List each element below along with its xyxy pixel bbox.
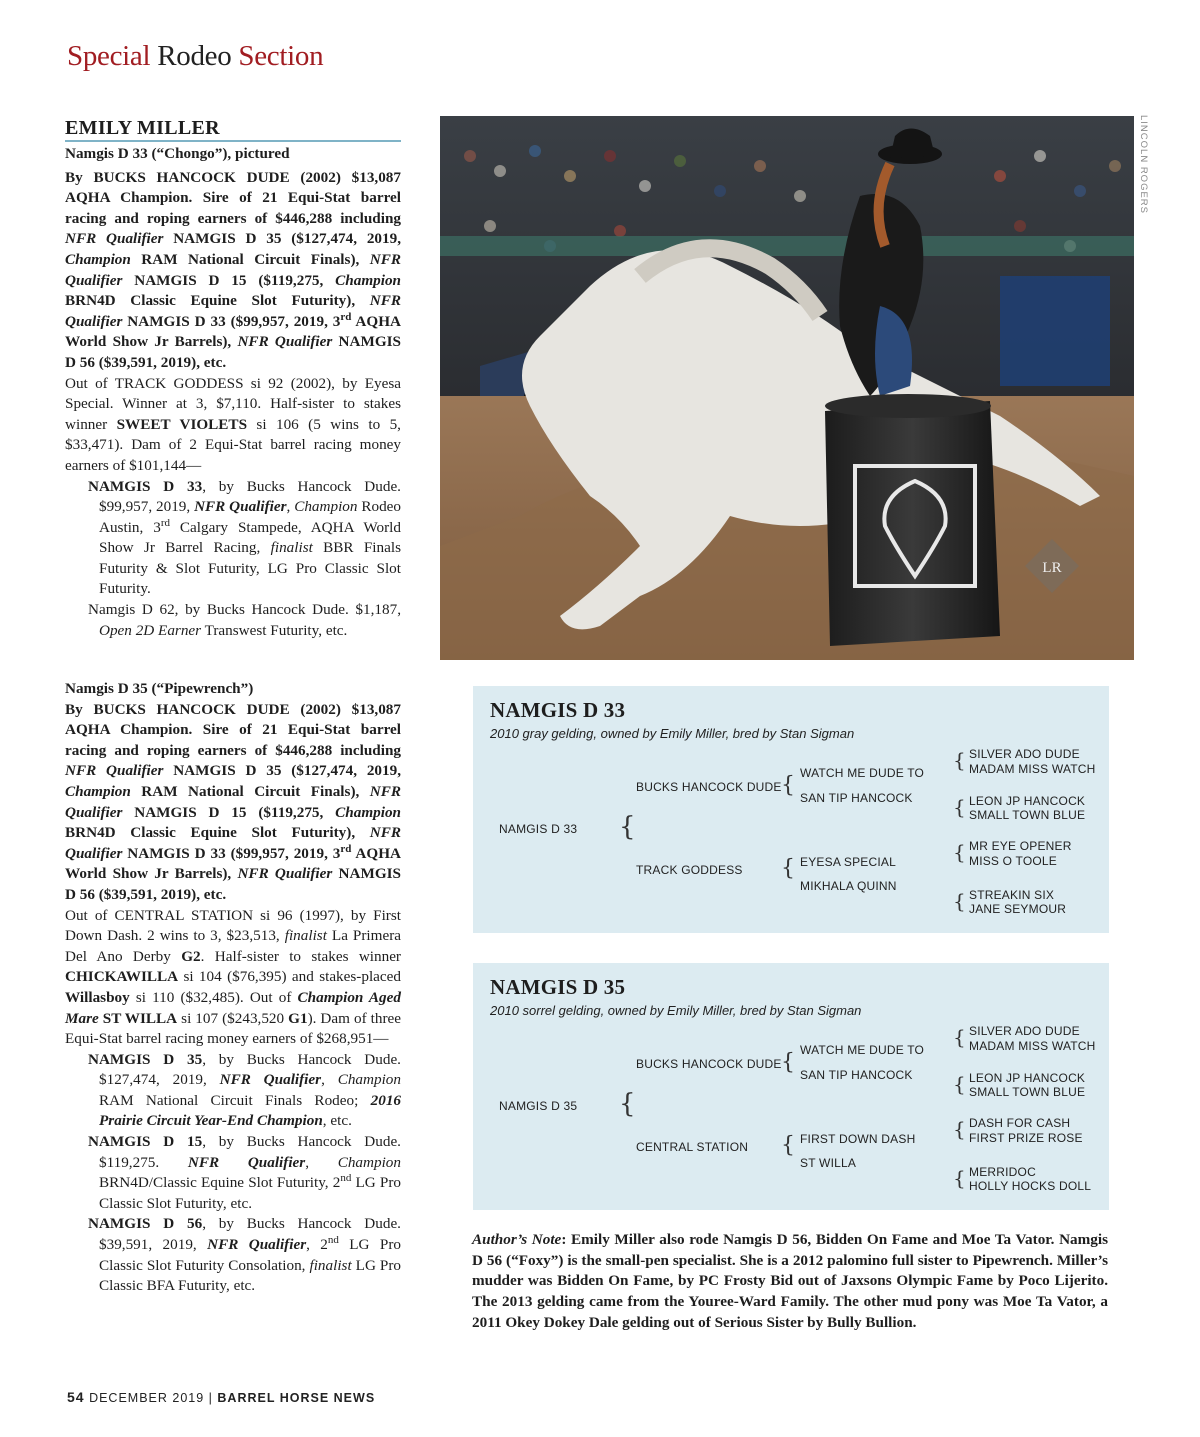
pedigree-gen4: MADAM MISS WATCH (969, 1039, 1096, 1053)
pedigree-gen3: ST WILLA (800, 1156, 857, 1170)
rodeo-photo (440, 116, 1134, 660)
pedigree-chart-namgis-d33 (473, 686, 1109, 933)
brace: { (781, 1050, 795, 1075)
pedigree-gen4: DASH FOR CASH (969, 1116, 1071, 1130)
brace: { (953, 748, 966, 772)
brace: { (953, 1072, 966, 1096)
brace: { (619, 812, 636, 842)
pedigree-horse: NAMGIS D 35 (499, 1099, 578, 1113)
pedigree-sire: BUCKS HANCOCK DUDE (636, 1057, 782, 1071)
entry-namgis-d33 (65, 117, 401, 641)
magazine-name: BARREL HORSE NEWS (217, 1391, 376, 1405)
brace: { (781, 1133, 795, 1158)
entry-horse-heading: Namgis D 33 (“Chongo”), pictured (65, 145, 290, 162)
sire-paragraph: By BUCKS HANCOCK DUDE (2002) $13,087 AQHA Champion. Sire of 21 Equi-Stat barrel racing and roping earners of $446,288 including NFR Qualifier NAMGIS D 35 ($127,474, 2019, Champion RAM National Circuit Finals), NFR Qualifier NAMGIS D 15 ($119,275, Champion BRN4D Classic Equine Slot Futurity), NFR Qualifier NAMGIS D 33 ($99,957, 2019, 3rd AQHA World Show Jr Barrels), NFR Qualifier NAMGIS D 56 ($39,591, 2019), etc. (65, 168, 401, 371)
barrel-racing-illustration (440, 116, 1134, 660)
banner (1000, 276, 1110, 386)
brace: { (619, 1089, 636, 1119)
pedigree-title: NAMGIS D 35 (490, 975, 626, 999)
arena-rail (440, 236, 1134, 256)
pedigree-gen4: MR EYE OPENER (969, 839, 1072, 853)
pedigree-subtitle: 2010 sorrel gelding, owned by Emily Miller, bred by Stan Sigman (490, 1003, 862, 1018)
brace: { (953, 1025, 966, 1049)
page-number: 54 (67, 1389, 85, 1405)
pedigree-dam: TRACK GODDESS (636, 863, 743, 877)
author-note-label: Author’s Note (472, 1231, 562, 1248)
produce-namgis-d33: NAMGIS D 33, by Bucks Hancock Dude. $99,957, 2019, NFR Qualifier, Champion Rodeo Austin, 3rd Calgary Stampede, AQHA World Show Jr Barrel Racing, finalist BBR Finals Futurity & Slot Futurity, LG Pro Classic Slot Futurity. (88, 477, 402, 598)
pedigree-gen4: HOLLY HOCKS DOLL (969, 1179, 1092, 1193)
produce-namgis-d35: NAMGIS D 35, by Bucks Hancock Dude. $127,474, 2019, NFR Qualifier, Champion RAM National Circuit Finals Rodeo; 2016 Prairie Circuit Year-End Champion, etc. (88, 1050, 401, 1130)
sire-paragraph: By BUCKS HANCOCK DUDE (2002) $13,087 AQHA Champion. Sire of 21 Equi-Stat barrel racing and roping earners of $446,288 including NFR Qualifier NAMGIS D 35 ($127,474, 2019, Champion RAM National Circuit Finals), NFR Qualifier NAMGIS D 15 ($119,275, Champion BRN4D Classic Equine Slot Futurity), NFR Qualifier NAMGIS D 33 ($99,957, 2019, 3rd AQHA World Show Jr Barrels), NFR Qualifier NAMGIS D 56 ($39,591, 2019), etc. (65, 700, 401, 903)
pedigree-gen4: LEON JP HANCOCK (969, 794, 1086, 808)
pedigree-gen4: FIRST PRIZE ROSE (969, 1131, 1083, 1145)
pedigree-gen3: SAN TIP HANCOCK (800, 1068, 913, 1082)
brace: { (953, 1166, 966, 1190)
produce-namgis-d62: Namgis D 62, by Bucks Hancock Dude. $1,187, Open 2D Earner Transwest Futurity, etc. (88, 601, 401, 639)
section-header-word-special: Special (67, 40, 151, 72)
pedigree-chart-namgis-d35 (473, 963, 1109, 1210)
entry-horse-heading: Namgis D 35 (“Pipewrench”) (65, 680, 254, 697)
brace: { (781, 773, 795, 798)
pedigree-gen3: EYESA SPECIAL (800, 855, 896, 869)
section-header-word-section: Section (238, 40, 324, 72)
watermark-lr: LR (1042, 560, 1062, 576)
pedigree-gen4: LEON JP HANCOCK (969, 1071, 1086, 1085)
author-name: EMILY MILLER (65, 117, 401, 142)
pedigree-gen3: WATCH ME DUDE TO (800, 766, 925, 780)
pedigree-gen3: SAN TIP HANCOCK (800, 791, 913, 805)
pedigree-gen4: JANE SEYMOUR (969, 902, 1067, 916)
pedigree-gen3: FIRST DOWN DASH (800, 1132, 916, 1146)
brace: { (953, 889, 966, 913)
pedigree-gen3: MIKHALA QUINN (800, 879, 897, 893)
pedigree-title: NAMGIS D 33 (490, 698, 626, 722)
pedigree-gen4: SMALL TOWN BLUE (969, 808, 1086, 822)
pedigree-gen4: MERRIDOC (969, 1165, 1036, 1179)
pedigree-gen4: MADAM MISS WATCH (969, 762, 1096, 776)
section-header (67, 40, 323, 73)
author-note (472, 1230, 1108, 1334)
pedigree-sire: BUCKS HANCOCK DUDE (636, 780, 782, 794)
brace: { (781, 856, 795, 881)
pedigree-subtitle: 2010 gray gelding, owned by Emily Miller, bred by Stan Sigman (490, 726, 855, 741)
produce-namgis-d15: NAMGIS D 15, by Bucks Hancock Dude. $119,275. NFR Qualifier, Champion BRN4D/Classic Equine Slot Futurity, 2nd LG Pro Classic Slot Futurity, etc. (88, 1133, 401, 1212)
pedigree-gen3: WATCH ME DUDE TO (800, 1043, 925, 1057)
author-note-text: : Emily Miller also rode Namgis D 56, Bidden On Fame and Moe Ta Vator. Namgis D 56 (“Foxy”) is the small-pen specialist. She is a 2012 palomino full sister to Pipewrench. Miller’s mudder was Bidden On Fame, by PC Frosty Bid out of Jaxsons Olympic Fame by Poco Lijerito. The 2013 gelding came from the Youree-Ward Family. The other mud pony was Moe Ta Vator, a 2011 Okey Dokey Dale gelding out of Serious Sister by Bully Bullion. (472, 1231, 1108, 1331)
pedigree-horse: NAMGIS D 33 (499, 822, 578, 836)
pedigree-dam: CENTRAL STATION (636, 1140, 749, 1154)
pedigree-gen4: SILVER ADO DUDE (969, 1024, 1080, 1038)
brace: { (953, 1117, 966, 1141)
pedigree-gen4: SILVER ADO DUDE (969, 747, 1080, 761)
entry-namgis-d35 (65, 679, 401, 1297)
section-header-word-rodeo: Rodeo (157, 40, 232, 72)
dam-paragraph: Out of CENTRAL STATION si 96 (1997), by First Down Dash. 2 wins to 3, $23,513, finalist La Primera Del Ano Derby G2. Half-sister to stakes winner CHICKAWILLA si 104 ($76,395) and stakes-placed Willasboy si 110 ($32,485). Out of Champion Aged Mare ST WILLA si 107 ($243,520 G1). Dam of three Equi-Stat barrel racing money earners of $268,951— (65, 906, 401, 1048)
pedigree-gen4: SMALL TOWN BLUE (969, 1085, 1086, 1099)
pedigree-gen4: STREAKIN SIX (969, 888, 1055, 902)
dam-paragraph: Out of TRACK GODDESS si 92 (2002), by Eyesa Special. Winner at 3, $7,110. Half-sister to stakes winner SWEET VIOLETS si 106 (5 wins to 5, $33,471). Dam of 2 Equi-Stat barrel racing money earners of $101,144— (65, 374, 401, 474)
issue-date: DECEMBER 2019 (89, 1391, 205, 1405)
page-footer (67, 1389, 375, 1405)
produce-namgis-d56: NAMGIS D 56, by Bucks Hancock Dude. $39,591, 2019, NFR Qualifier, 2nd LG Pro Classic Slot Futurity Consolation, finalist LG Pro Classic BFA Futurity, etc. (88, 1215, 402, 1295)
pedigree-gen4: MISS O TOOLE (969, 854, 1057, 868)
photo-credit: LINCOLN ROGERS (1138, 115, 1149, 214)
brace: { (953, 840, 966, 864)
footer-separator: | (208, 1391, 213, 1405)
brace: { (953, 795, 966, 819)
